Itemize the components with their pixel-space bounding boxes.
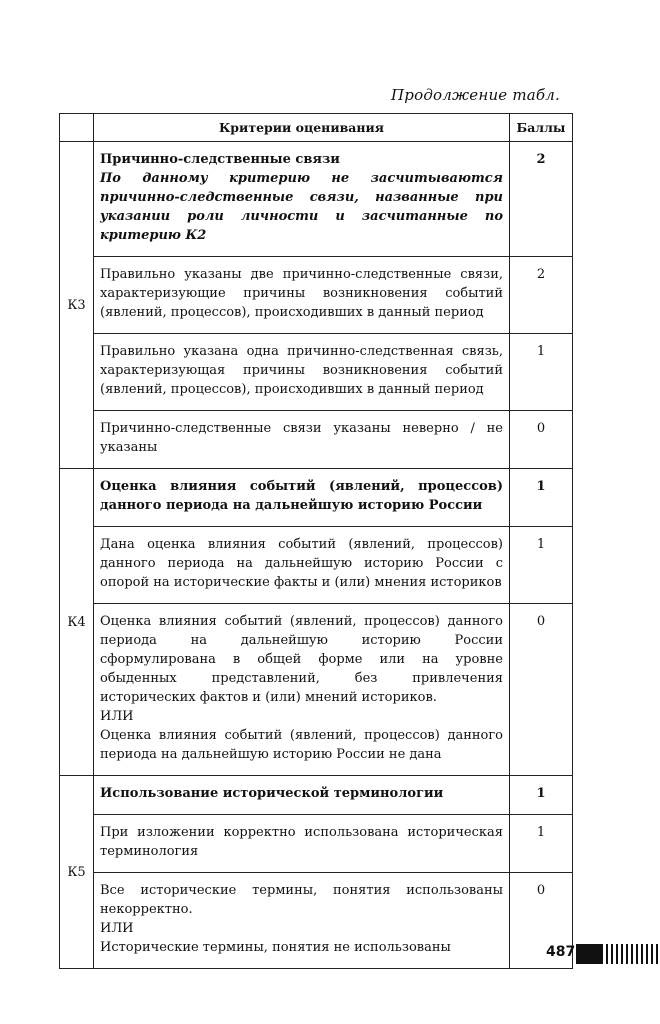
k5-row-2-text: Все исторические термины, понятия использованы некорректно. [100, 883, 503, 917]
table-row [60, 257, 573, 334]
k5-row-2-or: ИЛИ [100, 921, 134, 936]
k4-row-2-cell [94, 604, 510, 776]
k5-row-1-text: При изложении корректно использована историческая терминология [94, 815, 510, 873]
header-score: Баллы [510, 114, 573, 142]
table-row [60, 604, 573, 776]
table-row [60, 527, 573, 604]
k4-title-row [60, 469, 573, 527]
k4-row-2-text: Оценка влияния событий (явлений, процессов) данного периода на дальнейшую историю России сформулирована в общей форме или на уровне обыденных представлений, без привлечения исторических фактов и (или) мнений историков. [100, 614, 503, 705]
k4-row-2-text-alt: Оценка влияния событий (явлений, процессов) данного периода на дальнейшую историю России не дана [100, 728, 503, 762]
k3-title-cell [94, 142, 510, 257]
k3-row-2-score: 1 [510, 334, 573, 411]
criterion-code-k5: К5 [60, 776, 94, 969]
page-number: 487 [546, 944, 576, 960]
k3-row-3-text: Причинно-следственные связи указаны неверно / не указаны [94, 411, 510, 469]
header-criteria: Критерии оценивания [94, 114, 510, 142]
k4-row-1-text: Дана оценка влияния событий (явлений, процессов) данного периода на дальнейшую историю России с опорой на исторические факты и (или) мнения историков [94, 527, 510, 604]
table-row [60, 411, 573, 469]
k3-row-2-text: Правильно указана одна причинно-следственная связь, характеризующая причины возникновения событий (явлений, процессов), происходивших в данный период [94, 334, 510, 411]
table-row [60, 873, 573, 969]
k5-max-score: 1 [510, 776, 573, 815]
criterion-code-k4: К4 [60, 469, 94, 776]
k4-row-2-or: ИЛИ [100, 709, 134, 724]
table-header-row [60, 114, 573, 142]
k5-title: Использование исторической терминологии [94, 776, 510, 815]
k4-title: Оценка влияния событий (явлений, процессов) данного периода на дальнейшую историю России [94, 469, 510, 527]
k5-row-2-score: 0 [510, 873, 573, 969]
table-row [60, 815, 573, 873]
k3-max-score: 2 [510, 142, 573, 257]
k3-title-row [60, 142, 573, 257]
k4-max-score: 1 [510, 469, 573, 527]
k5-title-row [60, 776, 573, 815]
k3-note: По данному критерию не засчитываются причинно-следственные связи, названные при указании роли личности и засчитанные по критерию К2 [100, 171, 503, 243]
k5-row-1-score: 1 [510, 815, 573, 873]
k5-row-2-cell [94, 873, 510, 969]
k4-row-2-score: 0 [510, 604, 573, 776]
k3-title: Причинно-следственные связи [100, 152, 340, 167]
criterion-code-k3: К3 [60, 142, 94, 469]
k3-row-1-score: 2 [510, 257, 573, 334]
k3-row-3-score: 0 [510, 411, 573, 469]
k4-row-1-score: 1 [510, 527, 573, 604]
table-continuation-label: Продолжение табл. [391, 86, 560, 104]
k3-row-1-text: Правильно указаны две причинно-следственные связи, характеризующие причины возникновения событий (явлений, процессов), происходивших в данный период [94, 257, 510, 334]
criteria-table [59, 113, 576, 969]
page-edge-marker [576, 944, 660, 964]
table-row [60, 334, 573, 411]
header-code-cell [60, 114, 94, 142]
k5-row-2-text-alt: Исторические термины, понятия не использованы [100, 940, 451, 955]
